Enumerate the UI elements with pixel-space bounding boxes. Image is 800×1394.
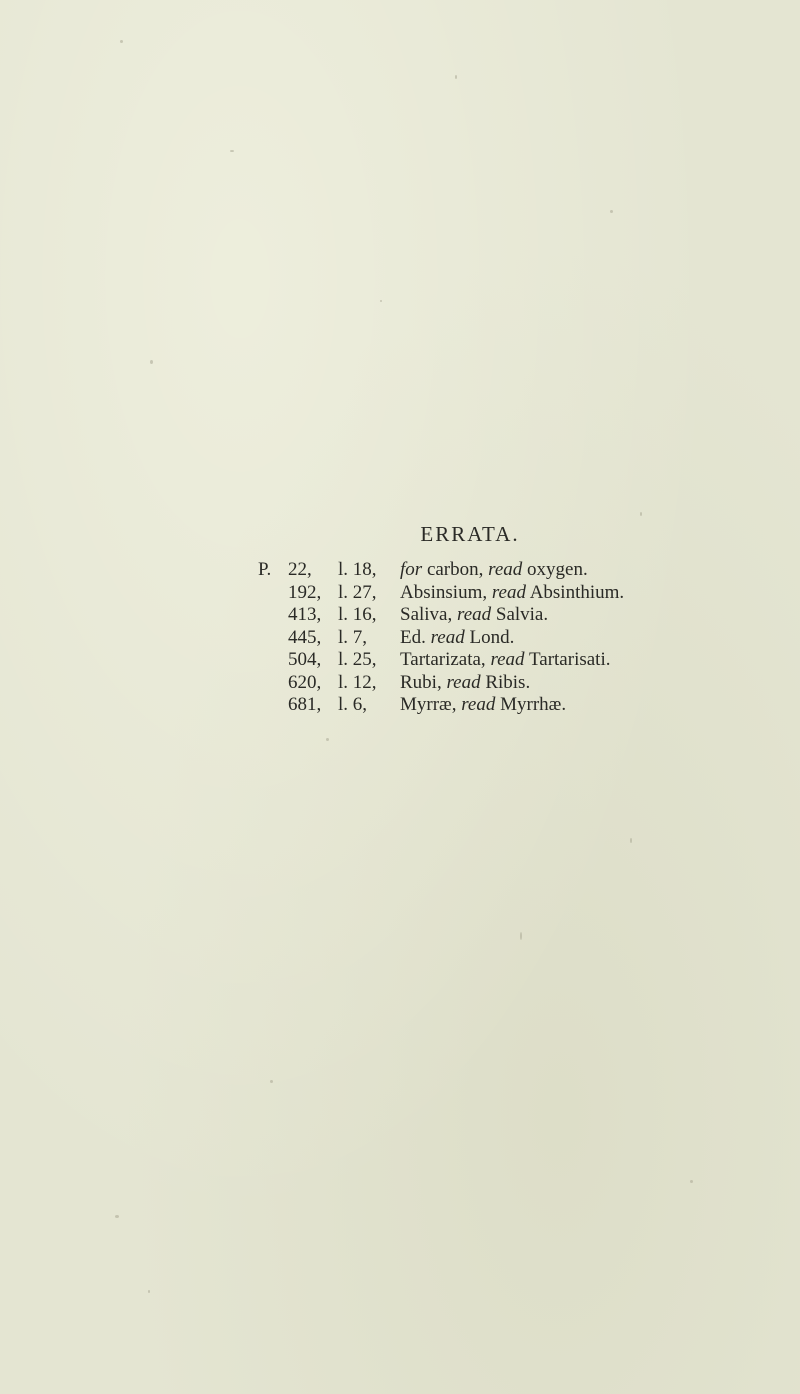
- line-number: l. 16,: [338, 604, 377, 625]
- line-number: l. 6,: [338, 694, 368, 715]
- correction: [400, 559, 624, 582]
- line-number: l. 27,: [338, 581, 377, 603]
- read-word: read: [490, 649, 525, 670]
- paper-speck: [326, 738, 329, 741]
- errata-title: ERRATA.: [420, 522, 520, 546]
- read-word: read: [488, 559, 523, 580]
- right-text: oxygen.: [527, 559, 588, 580]
- right-text: Salvia.: [495, 604, 549, 625]
- errata-entry: [258, 559, 624, 582]
- right-text: Myrrhæ.: [500, 694, 567, 715]
- line-number: l. 18,: [338, 559, 377, 580]
- wrong-text: Myrræ,: [400, 694, 457, 715]
- line-number: l. 25,: [338, 649, 377, 670]
- correction: [400, 604, 624, 627]
- paper-speck: [270, 1080, 273, 1083]
- errata-entry: [258, 694, 624, 717]
- paper-speck: [690, 1180, 693, 1183]
- right-text: Absinthium.: [529, 581, 625, 603]
- page-number: 681,: [288, 694, 322, 715]
- right-text: Ribis.: [485, 671, 531, 693]
- paper-speck: [380, 300, 382, 302]
- correction: [400, 672, 624, 695]
- page-number: 445,: [288, 626, 322, 648]
- page-number: 504,: [288, 649, 322, 670]
- right-text: Tartarisati.: [528, 649, 611, 670]
- for-word: for: [400, 559, 423, 580]
- read-word: read: [457, 604, 492, 625]
- correction: [400, 694, 624, 717]
- paper-speck: [610, 210, 613, 213]
- read-word: read: [446, 671, 481, 693]
- page-number: 413,: [288, 604, 322, 625]
- correction: [400, 582, 624, 605]
- correction: [400, 649, 624, 672]
- errata-entry: [258, 604, 624, 627]
- read-word: read: [461, 694, 496, 715]
- correction: [400, 627, 624, 650]
- read-word: read: [491, 581, 526, 603]
- paper-speck: [115, 1215, 119, 1218]
- errata-entry: [258, 672, 624, 695]
- errata-entry: [258, 582, 624, 605]
- page-number: 620,: [288, 671, 322, 693]
- paper-speck: [148, 1290, 150, 1293]
- wrong-text: carbon,: [426, 559, 484, 580]
- page-prefix: P.: [258, 559, 272, 580]
- wrong-text: Saliva,: [400, 604, 453, 625]
- wrong-text: Absinsium,: [400, 581, 488, 603]
- wrong-text: Tartarizata,: [400, 649, 486, 670]
- wrong-text: Ed.: [400, 626, 426, 648]
- paper-speck: [455, 75, 457, 79]
- errata-entry: [258, 649, 624, 672]
- errata-entry: [258, 627, 624, 650]
- right-text: Lond.: [469, 626, 515, 648]
- line-number: l. 12,: [338, 671, 377, 693]
- wrong-text: Rubi,: [400, 671, 442, 693]
- paper-speck: [520, 932, 522, 940]
- page-number: 22,: [288, 559, 312, 580]
- paper-speck: [150, 360, 153, 364]
- errata-list: [258, 559, 624, 717]
- line-number: l. 7,: [338, 626, 368, 648]
- paper-speck: [230, 150, 234, 152]
- paper-speck: [640, 512, 642, 516]
- read-word: read: [430, 626, 465, 648]
- paper-speck: [630, 838, 632, 843]
- page-number: 192,: [288, 581, 322, 603]
- paper-speck: [120, 40, 123, 43]
